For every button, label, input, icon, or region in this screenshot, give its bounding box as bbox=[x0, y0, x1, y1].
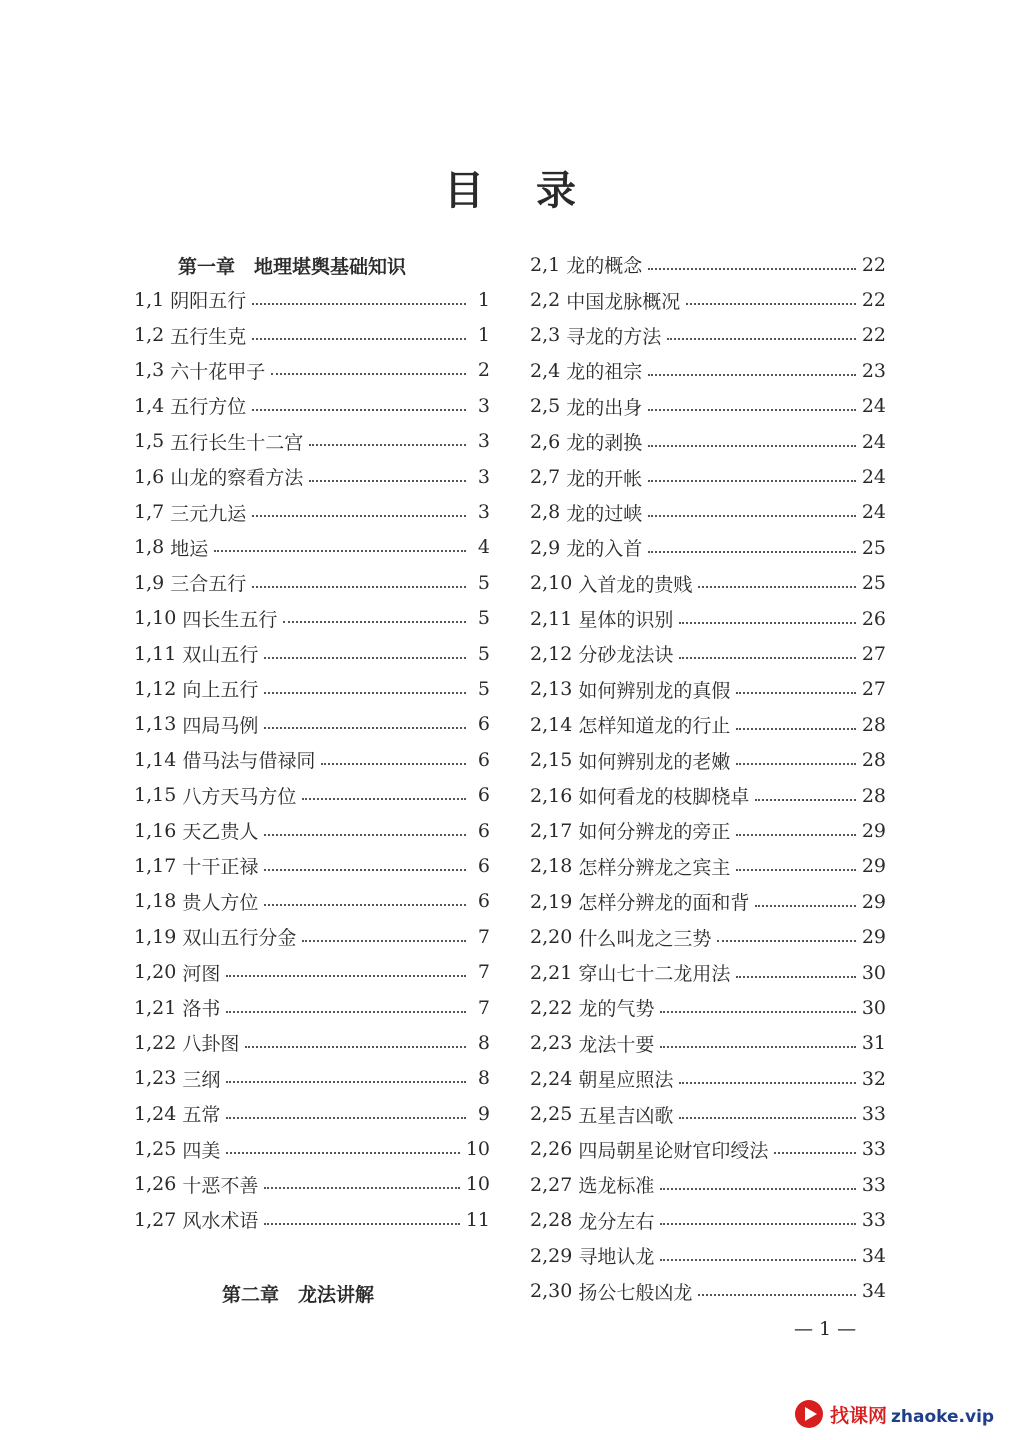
dot-leader bbox=[226, 1011, 466, 1013]
toc-entry-page: 23 bbox=[861, 359, 886, 382]
toc-entry-page: 24 bbox=[861, 430, 886, 453]
toc-entry-number: 2,17 bbox=[530, 819, 573, 842]
toc-entry bbox=[530, 1238, 886, 1273]
toc-entry bbox=[134, 813, 490, 848]
toc-entry bbox=[134, 636, 490, 671]
toc-entry-page: 26 bbox=[861, 607, 886, 630]
toc-entry bbox=[530, 672, 886, 707]
dot-leader bbox=[648, 374, 856, 376]
dot-leader bbox=[264, 904, 466, 906]
toc-entry-number: 2,15 bbox=[530, 749, 573, 772]
dot-leader bbox=[679, 657, 855, 659]
dot-leader bbox=[226, 975, 466, 977]
toc-entry-title: 怎样分辨龙的面和背 bbox=[578, 892, 750, 915]
dot-leader bbox=[660, 1188, 855, 1190]
toc-entry-number: 2,16 bbox=[530, 784, 573, 807]
toc-entry-number: 1,14 bbox=[134, 748, 177, 771]
toc-entry-number: 2,20 bbox=[530, 926, 573, 949]
dot-leader bbox=[660, 1259, 855, 1261]
toc-entry-page: 5 bbox=[477, 642, 490, 665]
toc-entry-page: 10 bbox=[465, 1173, 490, 1196]
toc-entry-title: 三纲 bbox=[182, 1068, 221, 1091]
toc-entry-number: 1,27 bbox=[134, 1208, 177, 1231]
watermark-brand: 找课网 bbox=[830, 1404, 888, 1427]
toc-entry-number: 2,1 bbox=[530, 253, 561, 276]
toc-entry-number: 2,13 bbox=[530, 678, 573, 701]
toc-entry-title: 双山五行分金 bbox=[182, 927, 297, 950]
play-icon bbox=[794, 1399, 824, 1429]
toc-entry bbox=[530, 389, 886, 424]
toc-entry-page: 8 bbox=[477, 1031, 490, 1054]
watermark-domain: zhaoke.vip bbox=[891, 1406, 995, 1427]
toc-entry-number: 1,10 bbox=[134, 607, 177, 630]
toc-entry bbox=[134, 777, 490, 812]
toc-entry-title: 龙的气势 bbox=[578, 998, 655, 1021]
toc-entry-title: 穿山七十二龙用法 bbox=[578, 963, 731, 985]
toc-entry bbox=[134, 282, 490, 317]
dot-leader bbox=[648, 445, 856, 447]
toc-entry-number: 2,29 bbox=[530, 1244, 573, 1267]
toc-entry-title: 朝星应照法 bbox=[578, 1069, 674, 1092]
toc-entry bbox=[530, 955, 886, 990]
toc-entry-title: 龙的概念 bbox=[566, 255, 643, 278]
dot-leader bbox=[660, 1046, 855, 1048]
toc-entry-title: 贵人方位 bbox=[182, 891, 259, 914]
toc-entry-number: 1,4 bbox=[134, 394, 165, 417]
toc-entry bbox=[530, 247, 886, 282]
toc-entry bbox=[134, 424, 490, 459]
toc-entry-title: 星体的识别 bbox=[578, 609, 674, 632]
toc-entry-title: 龙分左右 bbox=[578, 1210, 655, 1233]
toc-entry-number: 1,16 bbox=[134, 819, 177, 842]
dot-leader bbox=[252, 338, 466, 340]
toc-entry bbox=[530, 318, 886, 353]
toc-entry-title: 龙的开帐 bbox=[566, 467, 643, 490]
toc-entry-title: 借马法与借禄同 bbox=[182, 750, 316, 773]
toc-entry bbox=[530, 282, 886, 317]
page-number: — 1 — bbox=[794, 1318, 857, 1340]
toc-entry-page: 22 bbox=[861, 324, 886, 347]
toc-entry-title: 分砂龙法诀 bbox=[578, 644, 674, 667]
toc-entry-number: 1,17 bbox=[134, 854, 177, 877]
toc-entry bbox=[134, 494, 490, 529]
dot-leader bbox=[309, 444, 466, 446]
dot-leader bbox=[264, 1223, 459, 1225]
toc-entry bbox=[134, 1131, 490, 1166]
toc-entry-page: 7 bbox=[477, 961, 490, 984]
toc-entry-page: 7 bbox=[477, 925, 490, 948]
toc-entry-number: 1,12 bbox=[134, 677, 177, 700]
toc-entry-page: 6 bbox=[477, 890, 490, 913]
toc-entry-page: 3 bbox=[477, 465, 490, 488]
toc-entry bbox=[530, 636, 886, 671]
watermark-logo bbox=[794, 1396, 994, 1432]
toc-entry bbox=[134, 317, 490, 352]
toc-entry bbox=[530, 1203, 886, 1238]
toc-entry bbox=[530, 742, 886, 777]
toc-entry-number: 1,13 bbox=[134, 713, 177, 736]
dot-leader bbox=[264, 834, 466, 836]
toc-entry-page: 1 bbox=[477, 288, 490, 311]
toc-entry-title: 龙法十要 bbox=[578, 1033, 655, 1056]
dot-leader bbox=[648, 409, 856, 411]
toc-entry-number: 2,19 bbox=[530, 890, 573, 913]
toc-entry bbox=[134, 1167, 490, 1202]
toc-entry-number: 2,8 bbox=[530, 501, 561, 524]
toc-entry-number: 2,24 bbox=[530, 1067, 573, 1090]
dot-leader bbox=[648, 515, 856, 517]
dot-leader bbox=[648, 268, 856, 270]
toc-entry-title: 如何辨别龙的老嫩 bbox=[578, 750, 731, 773]
toc-entry-page: 32 bbox=[861, 1067, 886, 1090]
toc-entry-title: 五星吉凶歌 bbox=[578, 1104, 674, 1127]
toc-entry-title: 龙的入首 bbox=[566, 538, 643, 561]
toc-entry-title: 五行生克 bbox=[170, 325, 247, 348]
toc-chapter-1 bbox=[134, 282, 490, 1238]
toc-entry-page: 6 bbox=[477, 748, 490, 771]
toc-entry-title: 四局马例 bbox=[182, 714, 259, 737]
dot-leader bbox=[755, 799, 855, 801]
dot-leader bbox=[679, 622, 855, 624]
dot-leader bbox=[648, 551, 856, 553]
toc-entry-title: 寻地认龙 bbox=[578, 1246, 655, 1269]
toc-entry-title: 河图 bbox=[182, 962, 221, 985]
toc-entry-page: 9 bbox=[477, 1102, 490, 1125]
toc-entry-title: 入首龙的贵贱 bbox=[578, 573, 693, 596]
toc-entry bbox=[530, 990, 886, 1025]
toc-entry-page: 22 bbox=[861, 289, 886, 312]
toc-entry-number: 1,15 bbox=[134, 784, 177, 807]
toc-entry bbox=[530, 459, 886, 494]
toc-entry-page: 24 bbox=[861, 501, 886, 524]
toc-entry-number: 1,1 bbox=[134, 288, 165, 311]
toc-entry-number: 2,4 bbox=[530, 359, 561, 382]
toc-entry-page: 6 bbox=[477, 819, 490, 842]
toc-entry-page: 5 bbox=[477, 571, 490, 594]
toc-entry-page: 5 bbox=[477, 677, 490, 700]
dot-leader bbox=[226, 1081, 466, 1083]
toc-entry-title: 四美 bbox=[182, 1139, 221, 1162]
toc-entry bbox=[530, 601, 886, 636]
toc-entry-number: 1,24 bbox=[134, 1102, 177, 1125]
dot-leader bbox=[717, 940, 855, 942]
toc-entry bbox=[530, 707, 886, 742]
toc-entry bbox=[530, 1061, 886, 1096]
toc-entry-number: 2,2 bbox=[530, 289, 561, 312]
dot-leader bbox=[252, 515, 466, 517]
toc-entry bbox=[530, 919, 886, 954]
dot-leader bbox=[736, 834, 855, 836]
toc-entry bbox=[530, 1026, 886, 1061]
toc-entry bbox=[530, 1273, 886, 1308]
toc-entry-page: 29 bbox=[861, 890, 886, 913]
toc-entry bbox=[134, 530, 490, 565]
toc-entry-page: 29 bbox=[861, 819, 886, 842]
dot-leader bbox=[698, 586, 855, 588]
toc-entry-page: 34 bbox=[861, 1280, 886, 1303]
dot-leader bbox=[214, 550, 466, 552]
toc-entry-number: 2,3 bbox=[530, 324, 561, 347]
toc-entry-title: 怎样知道龙的行止 bbox=[578, 715, 731, 738]
toc-entry-page: 28 bbox=[861, 713, 886, 736]
toc-entry-page: 28 bbox=[861, 749, 886, 772]
toc-entry bbox=[134, 671, 490, 706]
toc-entry bbox=[530, 566, 886, 601]
toc-entry-number: 1,9 bbox=[134, 571, 165, 594]
dot-leader bbox=[302, 798, 466, 800]
dot-leader bbox=[660, 1011, 855, 1013]
dot-leader bbox=[245, 1046, 466, 1048]
toc-entry bbox=[134, 459, 490, 494]
dot-leader bbox=[252, 303, 466, 305]
chapter-2-heading: 第二章 龙法讲解 bbox=[222, 1284, 375, 1306]
toc-entry-title: 地运 bbox=[170, 537, 209, 560]
chapter-1-heading: 第一章 地理堪舆基础知识 bbox=[178, 256, 407, 278]
dot-leader bbox=[252, 409, 466, 411]
toc-entry-number: 2,28 bbox=[530, 1209, 573, 1232]
toc-entry bbox=[530, 424, 886, 459]
toc-entry-page: 1 bbox=[477, 324, 490, 347]
toc-entry-title: 三元九运 bbox=[170, 502, 247, 525]
dot-leader bbox=[667, 338, 856, 340]
toc-entry-page: 22 bbox=[861, 253, 886, 276]
toc-entry-title: 四长生五行 bbox=[182, 608, 278, 631]
dot-leader bbox=[226, 1117, 466, 1119]
toc-entry-page: 30 bbox=[861, 996, 886, 1019]
dot-leader bbox=[302, 940, 466, 942]
toc-entry-title: 天乙贵人 bbox=[182, 821, 259, 844]
toc-entry-page: 25 bbox=[861, 572, 886, 595]
toc-entry-title: 十干正禄 bbox=[182, 856, 259, 879]
toc-entry-title: 扬公七般凶龙 bbox=[578, 1281, 693, 1304]
toc-entry-number: 1,18 bbox=[134, 890, 177, 913]
toc-entry-number: 1,2 bbox=[134, 324, 165, 347]
toc-entry-title: 如何分辨龙的旁正 bbox=[578, 821, 731, 844]
toc-entry bbox=[134, 353, 490, 388]
toc-entry-title: 向上五行 bbox=[182, 679, 259, 702]
toc-entry bbox=[134, 1025, 490, 1060]
toc-entry bbox=[134, 1202, 490, 1237]
toc-entry bbox=[530, 530, 886, 565]
dot-leader bbox=[264, 692, 466, 694]
dot-leader bbox=[698, 1294, 855, 1296]
toc-entry-title: 选龙标准 bbox=[578, 1175, 655, 1198]
toc-entry-title: 洛书 bbox=[182, 998, 221, 1020]
toc-entry-number: 1,25 bbox=[134, 1138, 177, 1161]
toc-entry-title: 如何看龙的枝脚桡卓 bbox=[578, 786, 750, 809]
toc-entry-page: 3 bbox=[477, 430, 490, 453]
dot-leader bbox=[321, 763, 466, 765]
dot-leader bbox=[648, 480, 856, 482]
toc-entry bbox=[134, 884, 490, 919]
toc-entry bbox=[134, 601, 490, 636]
toc-entry-page: 11 bbox=[465, 1208, 490, 1231]
dot-leader bbox=[660, 1223, 855, 1225]
toc-entry-title: 风水术语 bbox=[182, 1210, 259, 1233]
toc-entry-number: 2,22 bbox=[530, 996, 573, 1019]
toc-entry-number: 1,26 bbox=[134, 1173, 177, 1196]
toc-entry bbox=[134, 1096, 490, 1131]
toc-entry-page: 33 bbox=[861, 1138, 886, 1161]
toc-entry-number: 1,22 bbox=[134, 1031, 177, 1054]
toc-entry-number: 1,8 bbox=[134, 536, 165, 559]
toc-entry-page: 24 bbox=[861, 395, 886, 418]
toc-entry bbox=[530, 495, 886, 530]
toc-entry-page: 29 bbox=[861, 855, 886, 878]
toc-entry-number: 2,5 bbox=[530, 395, 561, 418]
toc-entry-title: 阴阳五行 bbox=[170, 290, 247, 313]
toc-entry-number: 1,5 bbox=[134, 430, 165, 453]
toc-entry-page: 27 bbox=[861, 642, 886, 665]
toc-entry bbox=[530, 813, 886, 848]
toc-entry-page: 25 bbox=[861, 536, 886, 559]
dot-leader bbox=[774, 1152, 855, 1154]
toc-entry-page: 28 bbox=[861, 784, 886, 807]
toc-entry-page: 4 bbox=[477, 536, 490, 559]
toc-entry-number: 2,6 bbox=[530, 430, 561, 453]
toc-entry bbox=[134, 848, 490, 883]
toc-entry-number: 1,6 bbox=[134, 465, 165, 488]
toc-entry bbox=[530, 849, 886, 884]
toc-entry-page: 6 bbox=[477, 854, 490, 877]
toc-entry-title: 龙的剥换 bbox=[566, 432, 643, 455]
toc-entry bbox=[134, 565, 490, 600]
toc-entry-title: 怎样分辨龙之宾主 bbox=[578, 856, 731, 879]
dot-leader bbox=[755, 905, 855, 907]
dot-leader bbox=[264, 1187, 459, 1189]
toc-entry bbox=[134, 742, 490, 777]
toc-entry-number: 2,25 bbox=[530, 1103, 573, 1126]
dot-leader bbox=[736, 976, 855, 978]
toc-entry bbox=[530, 884, 886, 919]
toc-entry-title: 中国龙脉概况 bbox=[566, 290, 681, 313]
toc-entry-number: 2,12 bbox=[530, 642, 573, 665]
dot-leader bbox=[736, 763, 855, 765]
dot-leader bbox=[736, 692, 855, 694]
toc-entry-number: 1,23 bbox=[134, 1067, 177, 1090]
toc-entry-title: 龙的过峡 bbox=[566, 502, 643, 525]
toc-entry-title: 山龙的察看方法 bbox=[170, 467, 304, 490]
dot-leader bbox=[679, 1082, 855, 1084]
toc-entry-page: 5 bbox=[477, 607, 490, 630]
dot-leader bbox=[686, 303, 856, 305]
toc-entry-number: 2,14 bbox=[530, 713, 573, 736]
toc-entry-page: 2 bbox=[477, 359, 490, 382]
toc-entry-page: 30 bbox=[861, 961, 886, 984]
toc-entry-number: 2,10 bbox=[530, 572, 573, 595]
dot-leader bbox=[679, 1117, 855, 1119]
toc-entry-number: 2,18 bbox=[530, 855, 573, 878]
toc-chapter-2 bbox=[530, 247, 886, 1309]
toc-entry-page: 33 bbox=[861, 1173, 886, 1196]
toc-entry-number: 2,26 bbox=[530, 1138, 573, 1161]
dot-leader bbox=[264, 727, 466, 729]
toc-entry-title: 五行方位 bbox=[170, 396, 247, 419]
toc-entry bbox=[530, 778, 886, 813]
toc-entry-number: 1,11 bbox=[134, 642, 177, 665]
toc-entry-title: 五常 bbox=[182, 1104, 221, 1127]
dot-leader bbox=[264, 869, 466, 871]
toc-entry-title: 六十花甲子 bbox=[170, 360, 266, 383]
toc-entry-number: 2,7 bbox=[530, 466, 561, 489]
toc-entry bbox=[134, 1061, 490, 1096]
toc-entry-number: 1,20 bbox=[134, 961, 177, 984]
toc-entry bbox=[134, 919, 490, 954]
toc-entry-page: 24 bbox=[861, 466, 886, 489]
dot-leader bbox=[736, 728, 855, 730]
toc-entry-page: 29 bbox=[861, 926, 886, 949]
toc-entry bbox=[134, 707, 490, 742]
toc-entry-page: 33 bbox=[861, 1209, 886, 1232]
toc-entry-title: 如何辨别龙的真假 bbox=[578, 679, 731, 702]
toc-entry-title: 龙的祖宗 bbox=[566, 361, 643, 384]
toc-entry-title: 十恶不善 bbox=[182, 1174, 259, 1197]
toc-entry-page: 7 bbox=[477, 996, 490, 1019]
toc-entry-page: 33 bbox=[861, 1103, 886, 1126]
dot-leader bbox=[309, 480, 466, 482]
toc-entry-number: 2,21 bbox=[530, 961, 573, 984]
toc-entry-page: 8 bbox=[477, 1067, 490, 1090]
toc-entry-title: 龙的出身 bbox=[566, 396, 643, 419]
toc-entry-title: 三合五行 bbox=[170, 573, 247, 596]
toc-entry-number: 1,7 bbox=[134, 501, 165, 524]
dot-leader bbox=[252, 586, 466, 588]
toc-entry bbox=[530, 1167, 886, 1202]
toc-entry bbox=[530, 1096, 886, 1131]
toc-entry-title: 什么叫龙之三势 bbox=[578, 927, 712, 950]
dot-leader bbox=[283, 621, 466, 623]
toc-entry-number: 1,3 bbox=[134, 359, 165, 382]
toc-entry-page: 34 bbox=[861, 1244, 886, 1267]
toc-entry bbox=[530, 1132, 886, 1167]
toc-entry-title: 双山五行 bbox=[182, 644, 259, 667]
toc-entry-page: 27 bbox=[861, 678, 886, 701]
dot-leader bbox=[226, 1152, 459, 1154]
toc-entry-number: 2,23 bbox=[530, 1032, 573, 1055]
toc-entry bbox=[134, 954, 490, 989]
toc-entry-page: 6 bbox=[477, 713, 490, 736]
toc-entry-title: 五行长生十二宫 bbox=[170, 431, 304, 454]
toc-entry bbox=[134, 388, 490, 423]
toc-entry-number: 1,21 bbox=[134, 996, 177, 1019]
toc-entry-title: 八卦图 bbox=[182, 1033, 240, 1056]
toc-entry-number: 2,30 bbox=[530, 1280, 573, 1303]
toc-entry-page: 3 bbox=[477, 501, 490, 524]
toc-entry-number: 2,9 bbox=[530, 536, 561, 559]
page-title: 目录 bbox=[444, 168, 628, 214]
dot-leader bbox=[264, 657, 466, 659]
dot-leader bbox=[736, 869, 855, 871]
toc-entry-title: 八方天马方位 bbox=[182, 785, 297, 808]
toc-entry-page: 10 bbox=[465, 1138, 490, 1161]
toc-entry-number: 1,19 bbox=[134, 925, 177, 948]
toc-entry bbox=[530, 353, 886, 388]
toc-entry bbox=[134, 990, 490, 1025]
toc-entry-title: 四局朝星论财官印绶法 bbox=[578, 1139, 769, 1162]
toc-entry-number: 2,11 bbox=[530, 607, 573, 630]
toc-entry-page: 31 bbox=[861, 1032, 886, 1055]
dot-leader bbox=[271, 373, 466, 375]
toc-entry-title: 寻龙的方法 bbox=[566, 325, 662, 348]
toc-entry-number: 2,27 bbox=[530, 1173, 573, 1196]
toc-entry-page: 3 bbox=[477, 394, 490, 417]
toc-entry-page: 6 bbox=[477, 784, 490, 807]
